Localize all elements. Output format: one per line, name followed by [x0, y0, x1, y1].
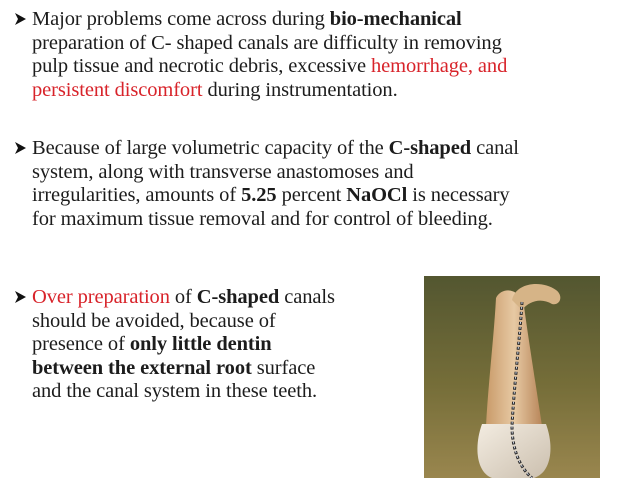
bullet1-line2: preparation of C- shaped canals are difficulty in removing	[32, 31, 502, 54]
tooth-canal-photo	[424, 276, 600, 478]
bullet1-line3: pulp tissue and necrotic debris, excessive hemorrhage, and	[32, 55, 508, 78]
bullet1-line1: Major problems come across during bio-mechanical	[32, 8, 462, 30]
bullet1-line4: persistent discomfort during instrumentation.	[32, 78, 398, 101]
arrow-bullet-icon	[14, 137, 30, 161]
bullet3-line1: Over preparation of C-shaped canals	[32, 286, 335, 308]
bullet-volumetric-capacity	[14, 137, 519, 231]
bullet-over-preparation	[14, 286, 335, 404]
bullet2-line1: Because of large volumetric capacity of the C-shaped canal	[32, 137, 519, 159]
arrow-bullet-icon	[14, 286, 30, 310]
bullet2-line2: system, along with transverse anastomoses and	[32, 160, 414, 183]
bullet3-line3: presence of only little dentin	[32, 333, 272, 356]
bullet2-line4: for maximum tissue removal and for control of bleeding.	[32, 207, 493, 230]
bullet3-line4: between the external root surface	[32, 356, 316, 379]
arrow-bullet-icon	[14, 8, 30, 32]
bullet3-line2: should be avoided, because of	[32, 309, 276, 332]
bullet3-line5: and the canal system in these teeth.	[32, 380, 318, 403]
bullet-major-problems	[14, 8, 507, 102]
bullet2-line3: irregularities, amounts of 5.25 percent NaOCl is necessary	[32, 184, 510, 207]
